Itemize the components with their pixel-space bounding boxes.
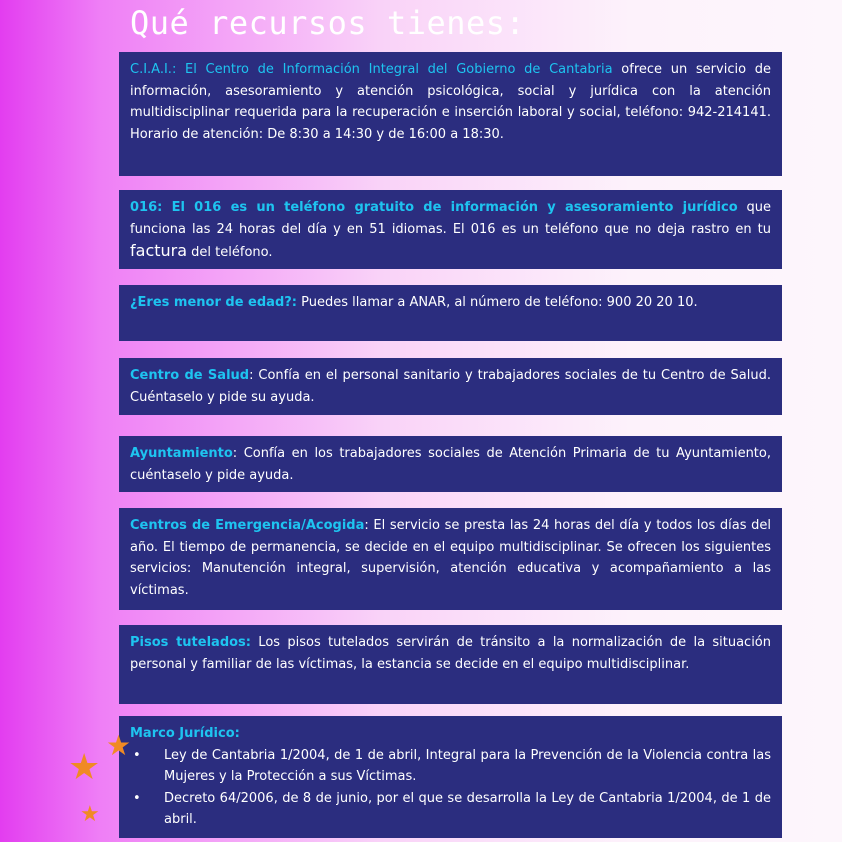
emergencia-heading: Centros de Emergencia/Acogida bbox=[130, 518, 365, 533]
ciai-heading: C.I.A.I.: El Centro de Información Integral del Gobierno de Cantabria bbox=[130, 62, 613, 77]
telefono-016-text-a: que funciona las 24 horas del día y en 51 idiomas. El 016 es un teléfono que no deja rastro en tu bbox=[130, 200, 771, 237]
list-item bbox=[130, 788, 771, 831]
emergencia-text: : El servicio se presta las 24 horas del día y todos los días del año. El tiempo de permanencia, se decide en el equipo multidisciplinar. Se ofrecen los siguientes servicios: Manutención integral, supervisión, atención educativa y acompañamiento a las víctimas. bbox=[130, 518, 771, 598]
centro-salud-text: : Confía en el personal sanitario y trabajadores sociales de tu Centro de Salud. Cuéntaselo y pide su ayuda. bbox=[130, 368, 771, 405]
marco-juridico-box bbox=[119, 716, 782, 838]
ayuntamiento-text: : Confía en los trabajadores sociales de Atención Primaria de tu Ayuntamiento, cuéntaselo y pide ayuda. bbox=[130, 446, 771, 483]
page-title: Qué recursos tienes: bbox=[130, 4, 526, 42]
bullet-icon: • bbox=[133, 747, 141, 763]
pisos-tutelados-box bbox=[119, 625, 782, 704]
telefono-016-text-big: factura bbox=[130, 241, 188, 260]
star-icon: ★ bbox=[106, 729, 132, 762]
menor-heading: ¿Eres menor de edad?: bbox=[130, 295, 297, 310]
ayuntamiento-heading: Ayuntamiento bbox=[130, 446, 233, 461]
centro-salud-heading: Centro de Salud bbox=[130, 368, 250, 383]
star-icon: ★ bbox=[80, 802, 100, 827]
centro-salud-box bbox=[119, 358, 782, 415]
pisos-tutelados-text: Los pisos tutelados servirán de tránsito a la normalización de la situación personal y familiar de las víctimas, la estancia se decide en el equipo multidisciplinar. bbox=[130, 635, 771, 672]
menor-text: Puedes llamar a ANAR, al número de teléfono: 900 20 20 10. bbox=[297, 295, 698, 310]
list-item bbox=[130, 745, 771, 788]
bullet-icon: • bbox=[133, 790, 141, 806]
marco-juridico-list bbox=[130, 745, 771, 831]
telefono-016-heading: 016: El 016 es un teléfono gratuito de información y asesoramiento jurídico bbox=[130, 200, 738, 215]
pisos-tutelados-heading: Pisos tutelados: bbox=[130, 635, 251, 650]
list-item-text: Ley de Cantabria 1/2004, de 1 de abril, Integral para la Prevención de la Violencia contra las Mujeres y la Protección a sus Víctimas. bbox=[164, 747, 771, 784]
telefono-016-text-b: del teléfono. bbox=[187, 245, 273, 260]
ayuntamiento-box bbox=[119, 436, 782, 492]
menor-box bbox=[119, 285, 782, 341]
star-icon: ★ bbox=[68, 747, 101, 788]
ciai-box bbox=[119, 52, 782, 176]
marco-juridico-heading: Marco Jurídico: bbox=[130, 726, 240, 741]
list-item-text: Decreto 64/2006, de 8 de junio, por el que se desarrolla la Ley de Cantabria 1/2004, de 1 de abril. bbox=[164, 790, 771, 827]
ciai-text: ofrece un servicio de información, asesoramiento y atención psicológica, social y jurídica con la atención multidisciplinar requerida para la recuperación e inserción laboral y social, teléfono: 942-214141. Horario de atención: De 8:30 a 14:30 y de 16:00 a 18:30. bbox=[130, 62, 771, 142]
telefono-016-box bbox=[119, 190, 782, 269]
emergencia-box bbox=[119, 508, 782, 610]
